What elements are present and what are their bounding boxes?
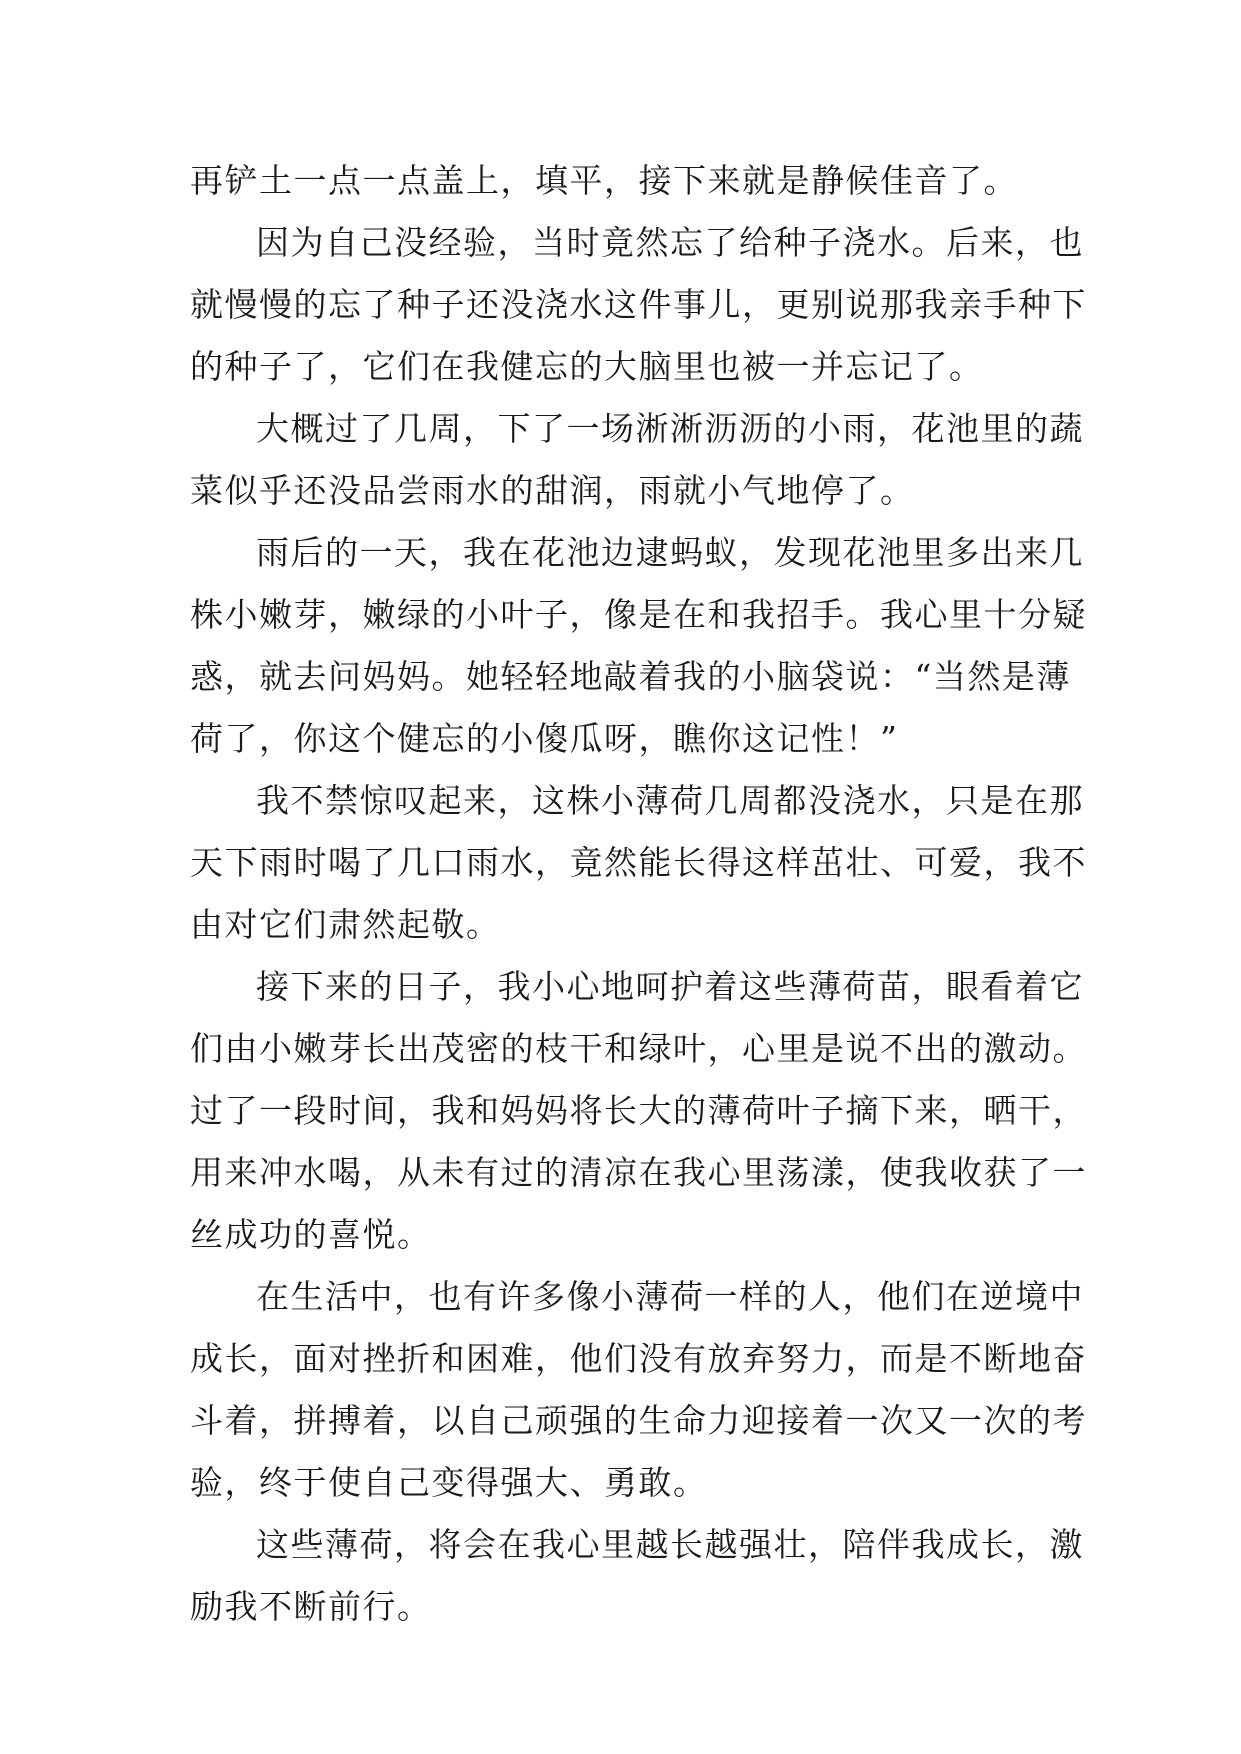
text-line: 的种子了，它们在我健忘的大脑里也被一并忘记了。 xyxy=(190,347,984,386)
text-line: 惑，就去问妈妈。她轻轻地敲着我的小脑袋说：“当然是薄 xyxy=(190,657,1071,696)
text-line: 过了一段时间，我和妈妈将长大的薄荷叶子摘下来，晒干， xyxy=(190,1091,1087,1130)
text-line: 这些薄荷，将会在我心里越长越强壮，陪伴我成长，激 xyxy=(256,1525,1084,1564)
text-line: 我不禁惊叹起来，这株小薄荷几周都没浇水，只是在那 xyxy=(256,781,1084,820)
text-line: 成长，面对挫折和困难，他们没有放弃努力，而是不断地奋 xyxy=(190,1339,1087,1378)
text-line: 们由小嫩芽长出茂密的枝干和绿叶，心里是说不出的激动。 xyxy=(190,1029,1087,1068)
text-line: 接下来的日子，我小心地呵护着这些薄荷苗，眼看着它 xyxy=(256,967,1084,1006)
text-line: 株小嫩芽，嫩绿的小叶子，像是在和我招手。我心里十分疑 xyxy=(190,595,1087,634)
text-line: 雨后的一天，我在花池边逮蚂蚁，发现花池里多出来几 xyxy=(256,533,1084,572)
text-line: 菜似乎还没品尝雨水的甜润，雨就小气地停了。 xyxy=(190,471,915,510)
text-line: 就慢慢的忘了种子还没浇水这件事儿，更别说那我亲手种下 xyxy=(190,285,1087,324)
document-page xyxy=(190,150,1090,1638)
text-line: 大概过了几周，下了一场淅淅沥沥的小雨，花池里的蔬 xyxy=(256,409,1084,448)
text-line: 天下雨时喝了几口雨水，竟然能长得这样茁壮、可爱，我不 xyxy=(190,843,1087,882)
text-line: 励我不断前行。 xyxy=(190,1587,432,1626)
text-line: 验，终于使自己变得强大、勇敢。 xyxy=(190,1463,708,1502)
text-line: 再铲土一点一点盖上，填平，接下来就是静候佳音了。 xyxy=(190,161,1018,200)
text-line: 丝成功的喜悦。 xyxy=(190,1215,432,1254)
text-line: 在生活中，也有许多像小薄荷一样的人，他们在逆境中 xyxy=(256,1277,1084,1316)
text-line: 因为自己没经验，当时竟然忘了给种子浇水。后来，也 xyxy=(256,223,1084,262)
text-line: 斗着，拼搏着，以自己顽强的生命力迎接着一次又一次的考 xyxy=(190,1401,1087,1440)
text-line: 用来冲水喝，从未有过的清凉在我心里荡漾，使我收获了一 xyxy=(190,1153,1087,1192)
text-line: 荷了，你这个健忘的小傻瓜呀，瞧你这记性！” xyxy=(190,719,899,758)
text-line: 由对它们肃然起敬。 xyxy=(190,905,501,944)
